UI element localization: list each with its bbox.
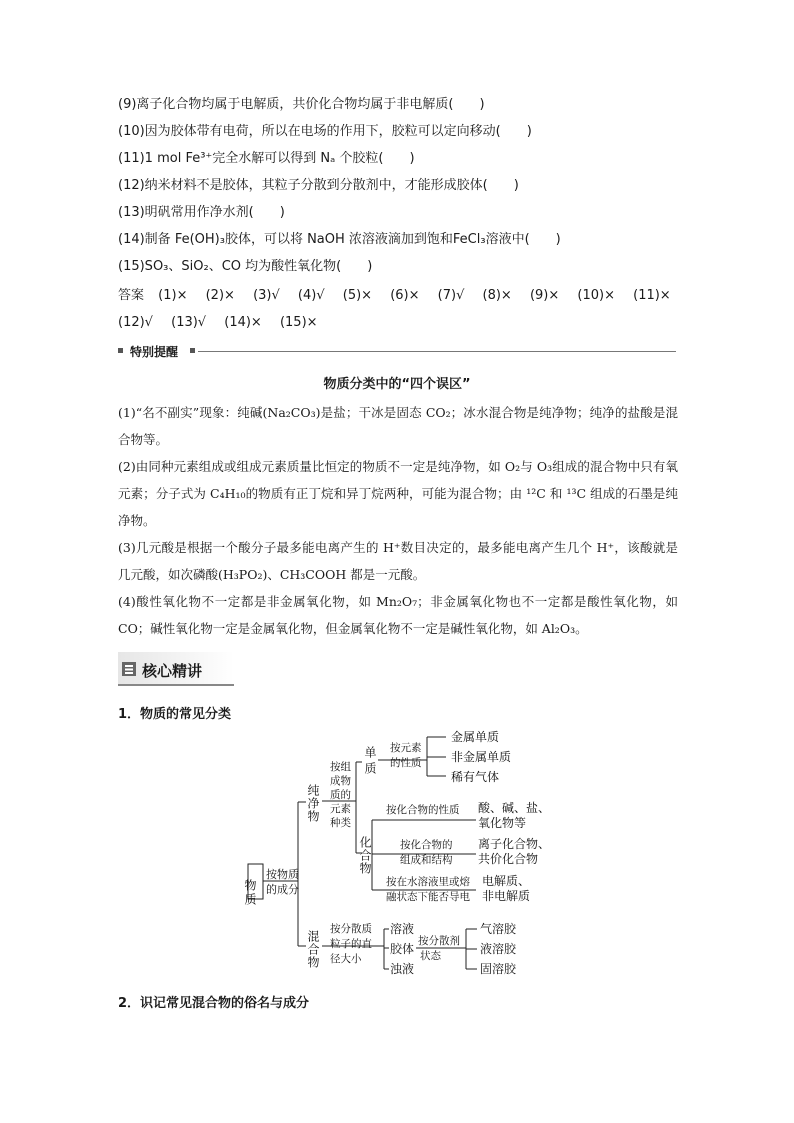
tip-paragraph-3: (3)几元酸是根据一个酸分子最多能电离产生的 H⁺数目决定的，最多能电离产生几个 H⁺，该酸就是几元酸，如次磷酸(H₃PO₂)、CH₃COOH 都是一元酸。 [118, 540, 678, 582]
answer-item: (14)× [224, 315, 262, 330]
compound-basis-3a: 按在水溶液里或熔 [386, 876, 470, 888]
answer-item: (7)√ [437, 288, 465, 303]
colloid-type-solid-sol: 固溶胶 [480, 962, 517, 976]
compound-basis-2a: 按化合物的 [400, 839, 453, 851]
node-compound: 化合物 [358, 836, 372, 875]
compound-type-3a: 电解质、 [482, 874, 531, 888]
pure-basis-3: 质的 [330, 789, 351, 801]
mixture-type-colloid: 胶体 [390, 942, 415, 956]
question-13: (13)明矾常用作净水剂( ) [118, 205, 285, 220]
root-basis-1: 按物质 [266, 868, 299, 881]
colloid-type-aerosol: 气溶胶 [480, 922, 517, 936]
node-root: 物质 [243, 879, 257, 907]
element-basis-2: 的性质 [390, 757, 422, 769]
pure-basis-5: 种类 [330, 817, 351, 829]
tip-paragraph-2: (2)由同种元素组成或组成元素质量比恒定的物质不一定是纯净物，如 O₂与 O₃组成的混合物中只有氧元素；分子式为 C₄H₁₀的物质有正丁烷和异丁烷两种，可能为混合物；由 ¹²C 和 ¹³C 组成的石墨是纯净物。 [118, 459, 678, 528]
question-11: (11)1 mol Fe³⁺完全水解可以得到 Nₐ 个胶粒( ) [118, 151, 415, 166]
mixture-basis-2: 粒子的直 [330, 938, 372, 950]
compound-basis-2b: 组成和结构 [400, 854, 453, 866]
tip-title: 物质分类中的“四个误区” [323, 377, 471, 392]
mixture-basis-3: 径大小 [330, 953, 362, 965]
compound-type-2b: 共价化合物 [478, 852, 539, 866]
question-12: (12)纳米材料不是胶体，其粒子分散到分散剂中，才能形成胶体( ) [118, 178, 519, 193]
root-basis-2: 的成分 [266, 883, 299, 896]
node-element: 单质 [363, 746, 377, 778]
colloid-basis-2: 状态 [420, 950, 441, 962]
compound-type-1a: 酸、碱、盐、 [478, 801, 551, 815]
colloid-type-liquid-sol: 液溶胶 [480, 942, 517, 956]
pure-basis-2: 成物 [330, 775, 351, 787]
answer-item: (11)× [633, 288, 671, 303]
mixture-type-solution: 溶液 [390, 922, 415, 936]
subheading-mixtures: 2．识记常见混合物的俗名与成分 [118, 996, 310, 1011]
pure-basis-4: 元素 [330, 803, 351, 815]
mixture-type-suspension: 浊液 [390, 962, 415, 976]
section-title: 核心精讲 [142, 662, 203, 680]
answer-item: (9)× [529, 288, 560, 303]
pure-basis-1: 按组 [330, 761, 351, 773]
element-type-metal: 金属单质 [451, 730, 500, 744]
question-10: (10)因为胶体带有电荷，所以在电场的作用下，胶粒可以定向移动( ) [118, 124, 532, 139]
mixture-basis-1: 按分散质 [330, 923, 372, 935]
answer-item: (6)× [390, 288, 420, 303]
node-pure: 纯净物 [306, 784, 320, 823]
answer-item: (2)× [205, 288, 235, 303]
answer-label: 答案 [118, 288, 145, 303]
node-mixture: 混合物 [306, 930, 320, 969]
compound-type-2a: 离子化合物、 [478, 837, 551, 851]
tip-paragraph-4: (4)酸性氧化物不一定都是非金属氧化物，如 Mn₂O₇；非金属氧化物也不一定都是酸性氧化物，如 CO；碱性氧化物一定是金属氧化物，但金属氧化物不一定是碱性氧化物，如 Al₂O₃。 [118, 594, 678, 636]
element-type-nonmetal: 非金属单质 [451, 750, 512, 764]
compound-type-1b: 氧化物等 [478, 816, 527, 830]
answer-item: (15)× [279, 315, 318, 330]
colloid-basis-1: 按分散剂 [418, 935, 460, 947]
question-15: (15)SO₃、SiO₂、CO 均为酸性氧化物( ) [118, 259, 373, 274]
element-basis-1: 按元素 [390, 742, 422, 754]
element-type-noble-gas: 稀有气体 [451, 770, 500, 784]
answer-item: (5)× [342, 288, 373, 303]
question-9: (9)离子化合物均属于电解质，共价化合物均属于非电解质( ) [118, 97, 485, 112]
subheading-classification: 1．物质的常见分类 [118, 707, 232, 722]
tip-label: 特别提醒 [130, 345, 179, 359]
answer-item: (3)√ [253, 288, 280, 303]
question-14: (14)制备 Fe(OH)₃胶体，可以将 NaOH 浓溶液滴加到饱和FeCl₃溶液中( ) [118, 232, 561, 247]
answer-item: (12)√ [118, 315, 153, 330]
answer-item: (4)√ [297, 288, 325, 303]
compound-basis-1: 按化合物的性质 [386, 804, 460, 816]
answer-item: (8)× [482, 288, 512, 303]
answer-item: (1)× [158, 288, 188, 303]
tip-paragraph-1: (1)“名不副实”现象：纯碱(Na₂CO₃)是盐；干冰是固态 CO₂；冰水混合物是纯净物；纯净的盐酸是混合物等。 [118, 405, 678, 447]
answer-item: (10)× [577, 288, 615, 303]
answer-item: (13)√ [171, 315, 207, 330]
compound-basis-3b: 融状态下能否导电 [386, 891, 470, 903]
compound-type-3b: 非电解质 [482, 889, 531, 903]
